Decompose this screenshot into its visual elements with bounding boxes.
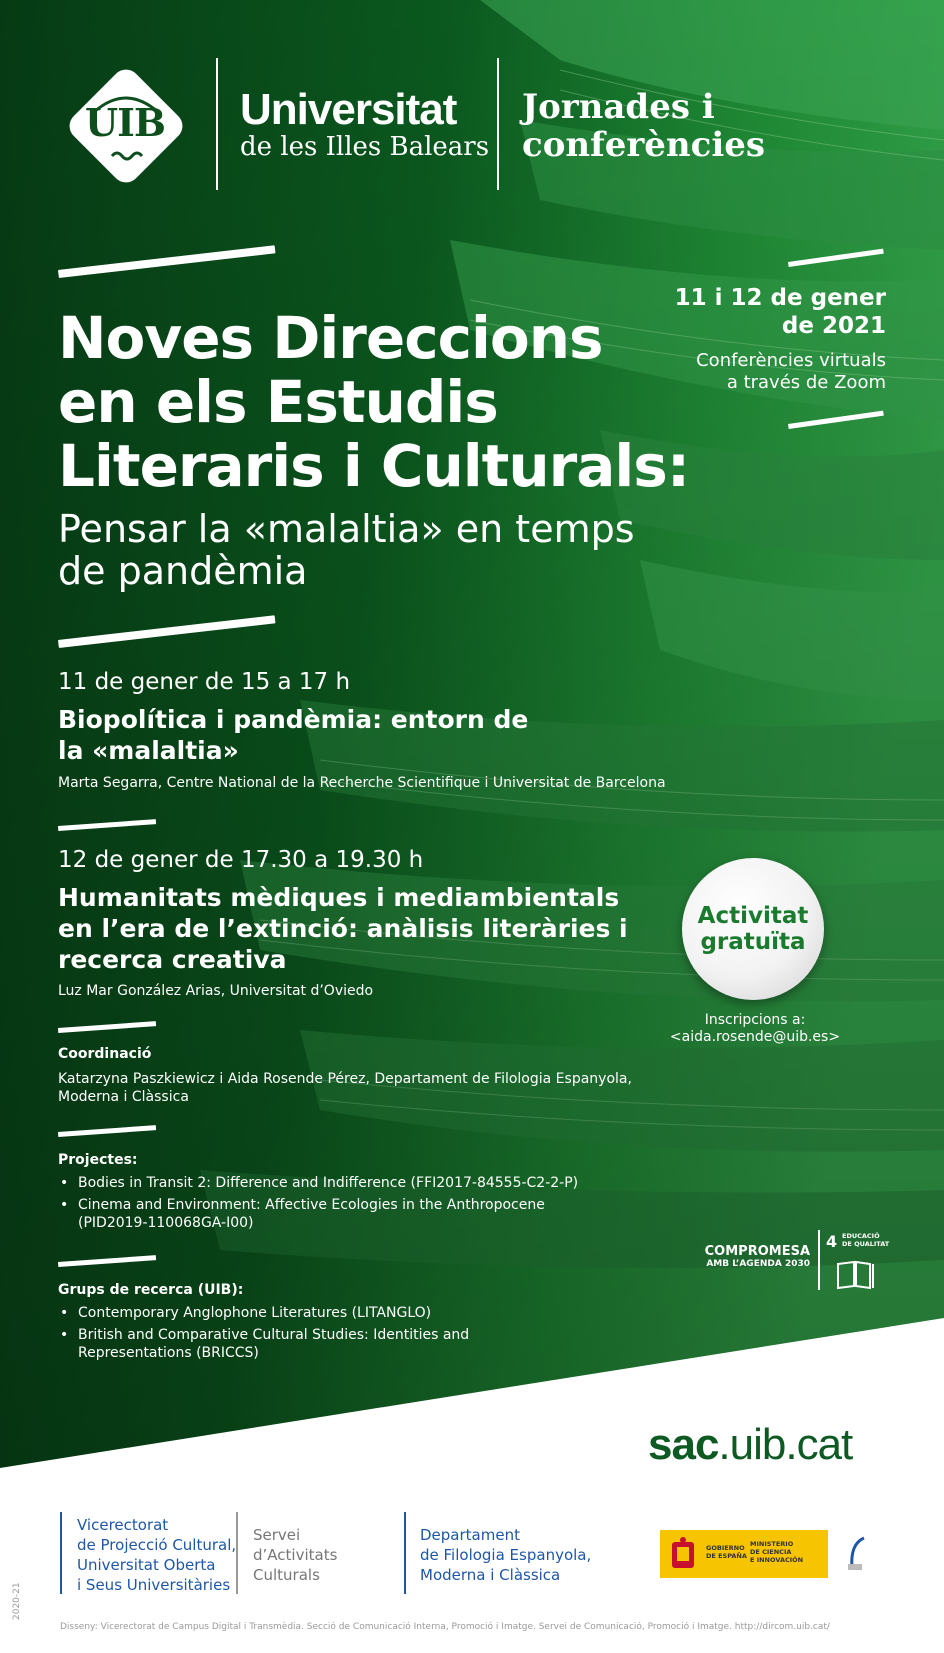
session-speaker: Luz Mar González Arias, Universitat d’Oviedo xyxy=(58,983,374,999)
header-divider xyxy=(216,58,218,190)
list-item xyxy=(78,1326,698,1362)
spanish-government-logo xyxy=(660,1530,828,1578)
title-line: en els Estudis xyxy=(58,368,498,436)
agenda-2030-label: COMPROMESA xyxy=(704,1244,810,1259)
session-title-line: Biopolítica i pandèmia: entorn de xyxy=(58,705,529,734)
header-divider xyxy=(497,58,499,190)
sdg-label-line: EDUCACIÓ xyxy=(842,1232,880,1240)
session-2 xyxy=(58,846,698,975)
agenda-divider xyxy=(818,1230,820,1290)
research-groups-list xyxy=(58,1304,698,1362)
footer-line: de Projecció Cultural, xyxy=(77,1536,237,1554)
gov-line: GOBIERNO xyxy=(706,1544,745,1552)
footer-divider xyxy=(236,1512,238,1594)
footer-line: Universitat Oberta xyxy=(77,1556,216,1574)
uib-logo-text: UIB xyxy=(84,100,166,145)
footer-line: Culturals xyxy=(253,1566,320,1584)
gov-line: E INNOVACIÓN xyxy=(750,1556,804,1564)
coat-of-arms-icon xyxy=(668,1536,698,1572)
session-date: 12 de gener de 17.30 a 19.30 h xyxy=(58,847,424,873)
website-url-bold: sac xyxy=(648,1420,719,1469)
dates-line: 11 i 12 de gener xyxy=(674,285,886,311)
coordination-text xyxy=(58,1070,718,1106)
university-subtitle: de les Illes Balears xyxy=(240,132,490,162)
subtitle-line: Pensar la «malaltia» en temps xyxy=(58,507,635,551)
gov-left-label xyxy=(706,1544,747,1560)
format-line: a través de Zoom xyxy=(726,372,886,393)
list-item-line: (PID2019-110068GA-I00) xyxy=(78,1215,254,1231)
free-activity-badge-text xyxy=(682,903,824,955)
sdg-label xyxy=(842,1232,889,1248)
series-label xyxy=(522,88,765,164)
projects-heading: Projectes: xyxy=(58,1152,138,1168)
series-line-1: Jornades i xyxy=(522,87,715,127)
registration-email[interactable]: <aida.rosende@uib.es> xyxy=(669,1029,841,1045)
list-item xyxy=(78,1174,698,1192)
gov-line: MINISTERIO xyxy=(750,1540,794,1548)
website-url[interactable] xyxy=(648,1420,852,1470)
list-item-line: • Cinema and Environment: Affective Ecologies in the Anthropocene xyxy=(78,1197,545,1213)
sdg-label-line: DE QUALITAT xyxy=(842,1240,890,1248)
session-1 xyxy=(58,668,678,766)
badge-line: Activitat xyxy=(697,903,809,929)
registration-label: Inscripcions a: xyxy=(704,1012,806,1028)
gov-right-label xyxy=(750,1540,803,1564)
website-url-rest: .uib.cat xyxy=(718,1420,853,1469)
footer-divider xyxy=(60,1512,62,1594)
research-groups-heading: Grups de recerca (UIB): xyxy=(58,1282,244,1298)
university-name: Universitat xyxy=(240,85,457,134)
title-line: Noves Direccions xyxy=(58,304,603,372)
list-item-line: • Contemporary Anglophone Literatures (LITANGLO) xyxy=(78,1305,432,1321)
event-subtitle xyxy=(58,508,635,592)
gov-line: DE CIENCIA xyxy=(750,1548,792,1556)
coordination-section xyxy=(58,1046,718,1106)
session-title-line: recerca creativa xyxy=(58,945,287,974)
registration-info xyxy=(650,1012,860,1046)
list-item xyxy=(78,1196,698,1232)
subtitle-line: de pandèmia xyxy=(58,549,308,593)
badge-line: gratuïta xyxy=(700,929,806,955)
list-item xyxy=(78,1304,698,1322)
servei-label xyxy=(253,1525,337,1585)
format-line: Conferències virtuals xyxy=(696,350,886,371)
session-title xyxy=(58,882,698,975)
event-format xyxy=(696,350,886,394)
series-line-2: conferències xyxy=(522,125,766,165)
session-title-line: en l’era de l’extinció: anàlisis literàries i xyxy=(58,914,628,943)
footer-line: Moderna i Clàssica xyxy=(420,1566,561,1584)
footer-line: Departament xyxy=(420,1526,520,1544)
title-line: Literaris i Culturals: xyxy=(58,432,690,500)
event-title xyxy=(58,306,689,498)
vicerectorat-label xyxy=(77,1515,236,1595)
footer-line: Vicerectorat xyxy=(77,1516,169,1534)
session-speaker: Marta Segarra, Centre National de la Recherche Scientifique i Universitat de Barcelona xyxy=(58,775,666,791)
footer-line: i Seus Universitàries xyxy=(77,1576,231,1594)
session-title-line: la «malaltia» xyxy=(58,736,239,765)
list-item-line: • Bodies in Transit 2: Difference and Indifference (FFI2017-84555-C2-2-P) xyxy=(78,1175,579,1191)
event-dates xyxy=(675,284,886,340)
academic-year: 2020-21 xyxy=(12,1582,22,1620)
footer-divider xyxy=(404,1512,406,1594)
agenda-2030-sublabel: AMB L’AGENDA 2030 xyxy=(706,1259,810,1269)
coordination-heading: Coordinació xyxy=(58,1046,152,1062)
dates-line: de 2021 xyxy=(781,313,886,339)
research-groups-section xyxy=(58,1282,698,1366)
list-item-line: • British and Comparative Cultural Studies: Identities and xyxy=(78,1327,470,1343)
session-title-line: Humanitats mèdiques i mediambientals xyxy=(58,883,620,912)
projects-list xyxy=(58,1174,698,1232)
book-icon xyxy=(836,1258,876,1290)
coordination-line: Moderna i Clàssica xyxy=(58,1089,189,1105)
departament-label xyxy=(420,1525,591,1585)
session-date: 11 de gener de 15 a 17 h xyxy=(58,669,351,695)
sdg-number: 4 xyxy=(826,1232,838,1251)
gov-line: DE ESPAÑA xyxy=(706,1552,747,1560)
design-credit: Disseny: Vicerectorat de Campus Digital i Transmèdia. Secció de Comunicació Interna, Promoció i Imatge. Servei de Comunicació, Promoció i Imatge. http://dircom.uib.cat/ xyxy=(60,1622,830,1632)
list-item-line: Representations (BRICCS) xyxy=(78,1345,259,1361)
session-title xyxy=(58,704,678,766)
coordination-line: Katarzyna Paszkiewicz i Aida Rosende Pérez, Departament de Filologia Espanyola, xyxy=(58,1071,632,1087)
projects-section xyxy=(58,1152,698,1236)
footer-line: Servei xyxy=(253,1526,301,1544)
footer-line: d’Activitats xyxy=(253,1546,338,1564)
footer-line: de Filologia Espanyola, xyxy=(420,1546,592,1564)
agency-logo-icon xyxy=(846,1534,868,1574)
